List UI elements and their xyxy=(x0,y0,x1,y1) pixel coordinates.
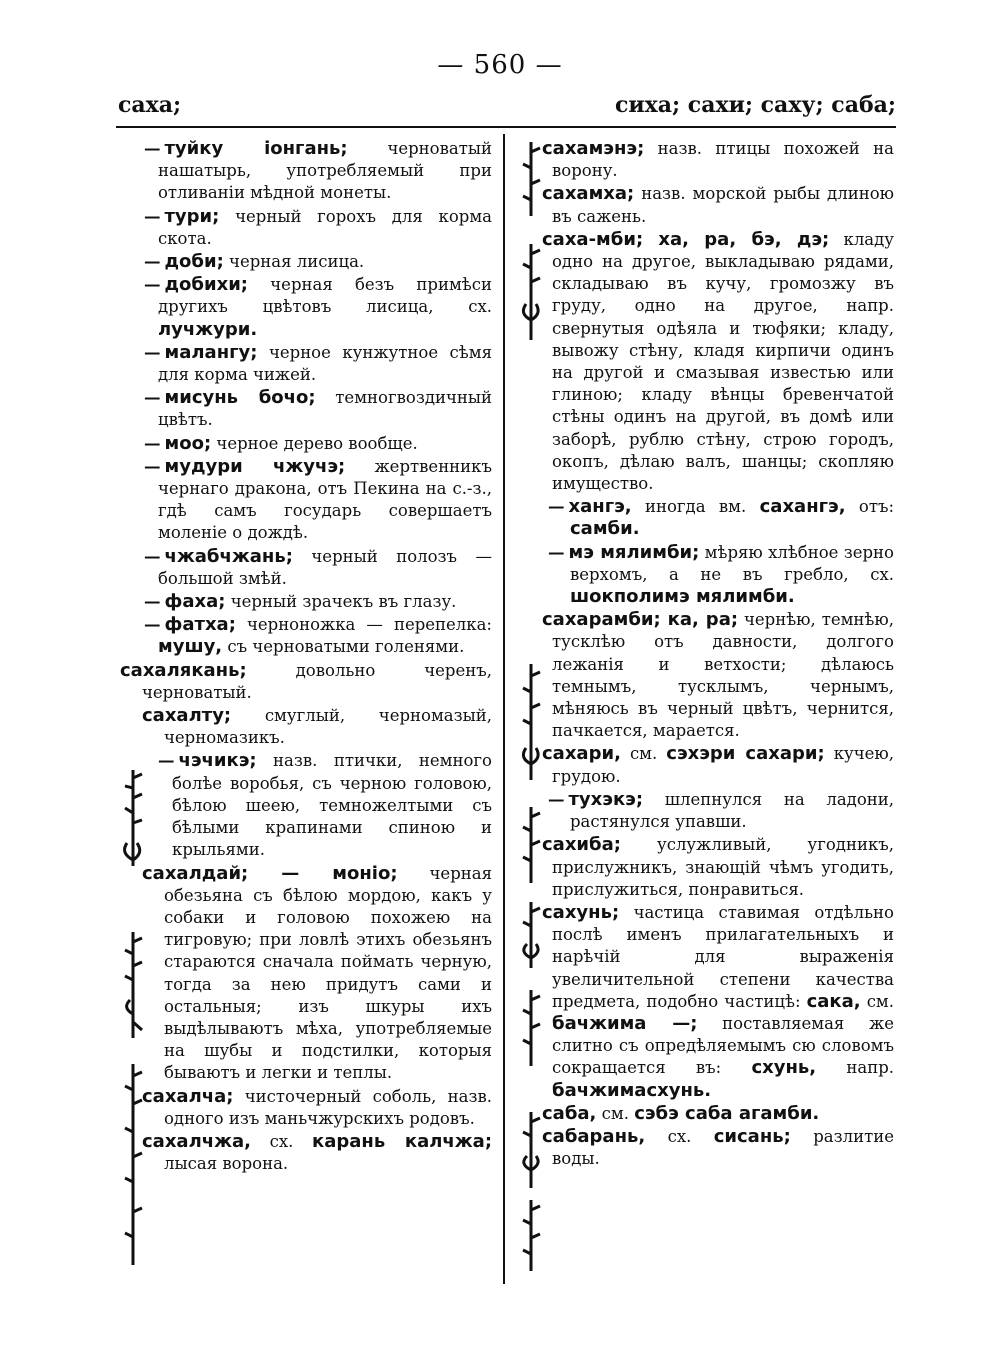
manchu-script-glyph xyxy=(516,1198,546,1273)
dictionary-entry: — хангэ, иногда вм. сахангэ, отъ: самби. xyxy=(548,496,895,540)
headword: туйку іонгань; xyxy=(164,138,348,159)
headword: сахалча; xyxy=(142,1085,234,1107)
dictionary-entry: — чэчикэ; назв. птички, немного болѣе воробья, съ черною головою, бѣлою шеею, темножелтыми съ бѣлыми крапинами спиною и крыльями. xyxy=(158,750,492,860)
definition: сх. xyxy=(667,1126,692,1146)
definition: услужливый, угодникъ, прислужникъ, знающій чѣмъ угодить, прислужиться, понравиться. xyxy=(552,835,894,899)
headword: сахалчжа, xyxy=(142,1130,252,1152)
headword: хангэ, xyxy=(568,496,632,518)
definition: чернѣю, темнѣю, тусклѣю отъ давности, долгого лежанія и ветхости; дѣлаюсь темнымъ, тусклымъ, чернымъ, мѣняюсь въ черный цвѣтъ, чернится, пачкается, марается. xyxy=(552,610,894,741)
definition: назв. птички, немного болѣе воробья, съ черною головою, бѣлою шеею, темножелтыми съ бѣлыми крапинами спиною и крыльями. xyxy=(172,751,492,860)
headword: сабарань, xyxy=(542,1125,646,1147)
dictionary-entry xyxy=(518,743,894,787)
headword: доби; xyxy=(164,251,224,273)
headword: чэчикэ; xyxy=(178,750,257,772)
headword: мэ мялимби; xyxy=(568,541,700,563)
definition: иногда вм. xyxy=(644,497,747,517)
definition: черноватый нашатырь, употребляемый при отливаніи мѣдной монеты. xyxy=(158,139,492,203)
definition: смуглый, черномазый, черномазикъ. xyxy=(164,706,492,748)
dictionary-entry xyxy=(518,229,894,495)
definition: лысая ворона. xyxy=(164,1154,289,1174)
headword: сахари, xyxy=(542,743,621,765)
headword: моо; xyxy=(164,432,212,454)
definition: см. xyxy=(629,744,658,764)
left-column xyxy=(120,138,492,1176)
headword: мисунь бочо; xyxy=(164,387,316,409)
cross-reference: сэхэри сахари; xyxy=(666,743,825,765)
headword: тухэкэ; xyxy=(568,788,644,810)
dictionary-entry: — фатха; черноножка — перепелка: мушу, съ черноватыми голенями. xyxy=(144,614,492,658)
definition: см. xyxy=(601,1103,629,1123)
headword: сахиба; xyxy=(542,834,621,856)
column-divider xyxy=(503,134,505,1284)
definition: назв. морской рыбы длиною въ сажень. xyxy=(552,184,894,226)
definition: черная обезьяна съ бѣлою мордою, какъ у собаки и головою похожею на тигровую; при ловлѣ этихъ обезьянъ стараются сначала поймать черную, тогда за нею придутъ сами и остальныя; изъ шкуры ихъ выдѣлываютъ мѣха, употребляемые на шубы и подстилки, которыя бываютъ и легки и теплы. xyxy=(164,863,492,1083)
definition: разлитие воды. xyxy=(552,1126,894,1169)
dictionary-entry xyxy=(120,705,492,749)
dictionary-entry: — туйку іонгань; черноватый нашатырь, употребляемый при отливаніи мѣдной монеты. xyxy=(144,138,492,203)
definition: жертвенникъ чернаго дракона, отъ Пекина на с.-з., гдѣ самъ государь совершаетъ моленіе о дождѣ. xyxy=(158,456,492,543)
running-head-left: саха; xyxy=(118,92,182,118)
cross-reference: сэбэ саба агамби. xyxy=(634,1102,820,1124)
dictionary-entry xyxy=(518,1103,894,1125)
headword: саха-мби; ха, ра, бэ, дэ; xyxy=(542,228,830,250)
dictionary-entry: — тухэкэ; шлепнулся на ладони, растянулся упавши. xyxy=(548,788,894,832)
definition: чисточерный соболь, назв. одного изъ маньчжурскихъ родовъ. xyxy=(164,1086,492,1128)
dictionary-entry xyxy=(518,1126,894,1170)
dictionary-entry xyxy=(120,1131,492,1175)
headword: сахамха; xyxy=(542,183,635,205)
definition: черный полозъ — большой змѣй. xyxy=(158,546,493,588)
definition: черная безъ примѣси другихъ цвѣтовъ лисица, сх. xyxy=(158,275,492,317)
definition: черноножка — перепелка: xyxy=(246,615,492,635)
definition: черное кунжутное сѣмя для корма чижей. xyxy=(158,342,492,385)
headword: сахамэнэ; xyxy=(542,138,645,159)
cross-reference: сахангэ, xyxy=(759,496,846,518)
definition: черный зрачекъ въ глазу. xyxy=(230,592,457,612)
dictionary-entry xyxy=(518,902,894,1102)
dictionary-entry: — мисунь бочо; темногвоздичный цвѣтъ. xyxy=(144,387,493,430)
definition: назв. птицы похожей на ворону. xyxy=(552,139,894,181)
dictionary-entry: — фаха; черный зрачекъ въ глазу. xyxy=(144,591,457,613)
dictionary-entry: — мэ мялимби; мѣряю хлѣбное зерно верхомъ, а не въ гребло, сх. шокполимэ мялимби. xyxy=(548,541,894,608)
dictionary-entry xyxy=(120,660,492,704)
headword: сахалдай; — моніо; xyxy=(142,862,398,884)
cross-reference: карань калчжа; xyxy=(312,1130,493,1152)
dictionary-entry: — тури; черный горохъ для корма скота. xyxy=(144,205,492,248)
dictionary-entry xyxy=(120,1086,492,1130)
right-column xyxy=(518,138,894,1171)
cross-reference: схунь, xyxy=(751,1057,817,1079)
headword: сахалту; xyxy=(142,705,232,727)
headword: фаха; xyxy=(164,591,226,613)
dictionary-entry xyxy=(518,609,894,742)
headword: саба, xyxy=(542,1102,597,1124)
dictionary-entry: — доби; черная лисица. xyxy=(144,251,365,273)
definition: поставляемая же слитно съ опредѣляемымъ сю словомъ сокращается въ: xyxy=(552,1013,895,1078)
cross-reference: бачжимасхунь. xyxy=(552,1079,712,1101)
cross-reference: сака, xyxy=(806,990,861,1012)
definition: отъ: xyxy=(858,497,895,517)
definition: черный горохъ для корма скота. xyxy=(158,206,492,248)
cross-reference: сисань; xyxy=(713,1125,791,1147)
definition: см. xyxy=(866,991,895,1011)
headword: мудури чжучэ; xyxy=(164,455,346,477)
definition: кучею, грудою. xyxy=(552,744,895,786)
headword: сахалякань; xyxy=(120,659,247,681)
cross-reference: лучжури. xyxy=(158,318,258,340)
dictionary-entry xyxy=(518,183,894,227)
definition: съ черноватыми голенями. xyxy=(227,637,465,657)
definition: кладу одно на другое, выкладываю рядами, складываю въ кучу, громозжу въ груду, одно на другое, напр. свернутыя одѣяла и тюфяки; кладу, вывожу стѣну, кладя кирпичи одинъ на другой и смазывая известью или глиною; кладу вѣнцы бревенчатой стѣны одинъ на другой, въ домѣ или заборѣ, рублю стѣну, строю городъ, окопъ, дѣлаю валъ, шанцы; скопляю имущество. xyxy=(552,229,894,494)
cross-reference: мушу, xyxy=(158,636,223,658)
headword: добихи; xyxy=(164,274,249,296)
definition: шлепнулся на ладони, растянулся упавши. xyxy=(570,789,894,832)
definition: черное дерево вообще. xyxy=(216,433,418,453)
headword: чжабчжань; xyxy=(164,545,293,567)
cross-reference: бачжима —; xyxy=(552,1012,698,1034)
dictionary-entry: — моо; черное дерево вообще. xyxy=(144,432,418,454)
dictionary-entry xyxy=(120,863,492,1085)
dictionary-entry xyxy=(518,834,894,901)
definition: частица ставимая отдѣльно послѣ именъ прилагательныхъ и нарѣчій для выраженія увеличительной степени качества предмета, подобно частицѣ: xyxy=(552,902,894,1011)
headword: тури; xyxy=(164,205,220,227)
definition: темногвоздичный цвѣтъ. xyxy=(158,388,493,430)
headword: фатха; xyxy=(164,614,236,636)
dictionary-entry xyxy=(518,138,894,182)
definition: сх. xyxy=(269,1131,294,1151)
headword: сахунь; xyxy=(542,901,620,923)
cross-reference: шокполимэ мялимби. xyxy=(570,586,795,608)
definition: мѣряю хлѣбное зерно верхомъ, а не въ гребло, сх. xyxy=(570,542,894,584)
definition: довольно черенъ, черноватый. xyxy=(142,660,492,702)
dictionary-entry: — добихи; черная безъ примѣси другихъ цвѣтовъ лисица, сх. лучжури. xyxy=(144,274,492,340)
page-number: — 560 — xyxy=(437,50,563,80)
header-rule xyxy=(116,126,896,128)
cross-reference: самби. xyxy=(570,518,640,540)
definition: напр. xyxy=(846,1058,895,1078)
dictionary-entry: — чжабчжань; черный полозъ — большой змѣй. xyxy=(144,545,493,588)
dictionary-entry: — малангу; черное кунжутное сѣмя для корма чижей. xyxy=(144,341,492,385)
dictionary-entry: — мудури чжучэ; жертвенникъ чернаго дракона, отъ Пекина на с.-з., гдѣ самъ государь совершаетъ моленіе о дождѣ. xyxy=(144,455,492,543)
headword: малангу; xyxy=(164,341,258,363)
definition: черная лисица. xyxy=(229,252,365,272)
running-head-right: сиха; сахи; саху; саба; xyxy=(614,92,896,118)
headword: сахарамби; ка, ра; xyxy=(542,609,739,631)
